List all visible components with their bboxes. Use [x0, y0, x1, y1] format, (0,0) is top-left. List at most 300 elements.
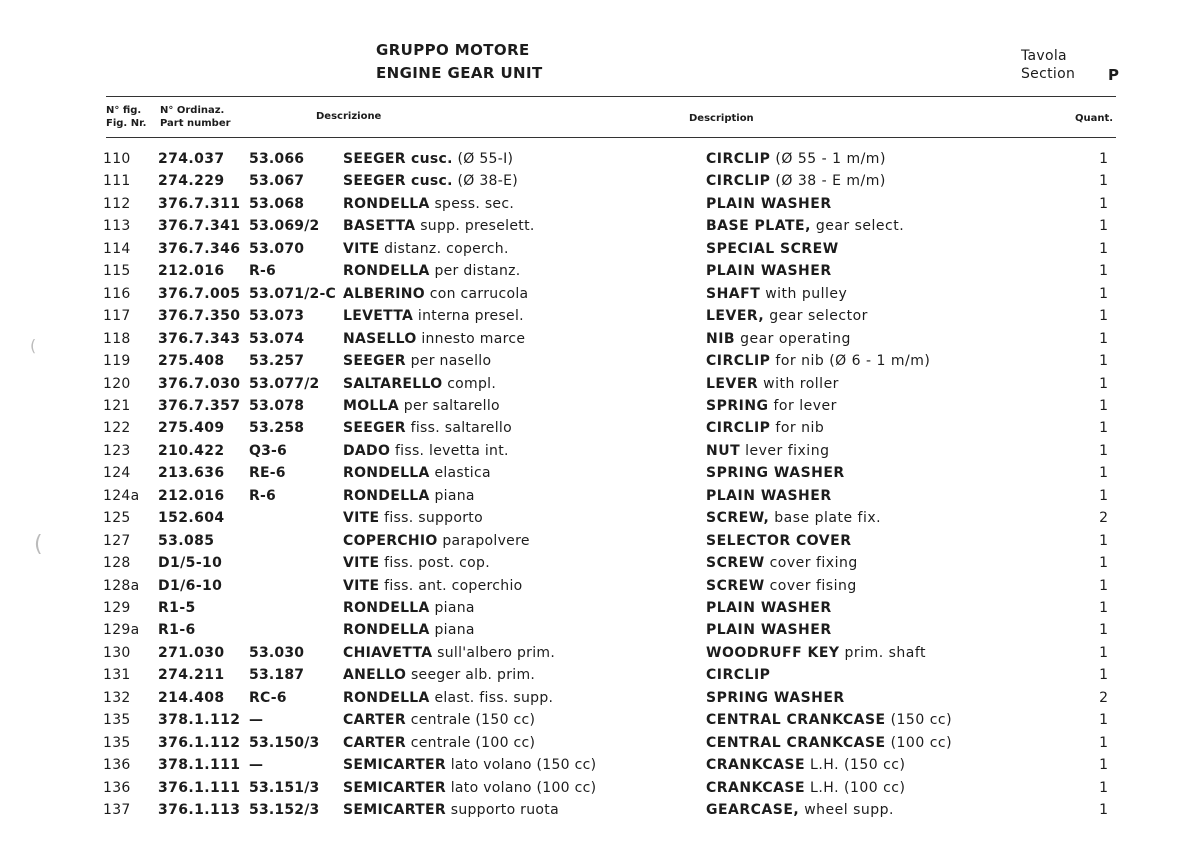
part-number: 376.7.005 — [158, 285, 241, 302]
description-it-bold: ANELLO — [343, 667, 407, 684]
column-header-fig-en: Fig. Nr. — [106, 118, 147, 129]
description-en — [706, 395, 837, 417]
order-number: — — [249, 757, 264, 774]
figure-number: 129a — [103, 622, 140, 639]
part-number: 376.7.343 — [158, 330, 241, 347]
description-it-bold: VITE — [343, 577, 380, 594]
column-header-desc-en: Description — [689, 113, 754, 124]
description-en — [706, 215, 904, 237]
table-row — [0, 732, 1200, 754]
description-it — [343, 687, 553, 709]
description-it-bold: MOLLA — [343, 397, 400, 414]
description-en-text: (100 cc) — [890, 734, 953, 751]
description-it-bold: BASETTA — [343, 218, 416, 235]
table-row — [0, 238, 1200, 260]
figure-number: 135 — [103, 734, 131, 751]
description-en — [706, 799, 894, 821]
figure-number: 136 — [103, 779, 131, 796]
description-it-text: supporto ruota — [450, 802, 559, 819]
description-en-text: gear selector — [769, 308, 868, 325]
figure-number: 131 — [103, 667, 131, 684]
table-row — [0, 485, 1200, 507]
order-number: Q3-6 — [249, 442, 287, 459]
description-it-text: lato volano (100 cc) — [450, 779, 597, 796]
description-en-text: cover fixing — [769, 555, 858, 572]
part-number: 152.604 — [158, 510, 225, 527]
figure-number: 124a — [103, 487, 140, 504]
header-rule-top — [106, 96, 1116, 97]
order-number: 53.073 — [249, 308, 305, 325]
description-it-bold: RONDELLA — [343, 465, 430, 482]
description-it — [343, 148, 513, 170]
figure-number: 110 — [103, 151, 131, 167]
description-en — [706, 283, 847, 305]
page-title-en: ENGINE GEAR UNIT — [376, 64, 543, 82]
part-number: 274.037 — [158, 151, 225, 167]
description-it-text: piana — [434, 622, 475, 639]
description-it-bold: SEMICARTER — [343, 802, 446, 819]
description-en-text: for lever — [773, 397, 837, 414]
quantity: 1 — [1099, 375, 1108, 392]
description-en-text: L.H. (150 cc) — [810, 757, 906, 774]
figure-number: 120 — [103, 375, 131, 392]
figure-number: 128a — [103, 577, 140, 594]
description-en-bold: CRANKCASE — [706, 757, 806, 774]
part-number: 213.636 — [158, 465, 225, 482]
description-it-text: fiss. saltarello — [410, 420, 512, 437]
description-it — [343, 238, 509, 260]
description-it — [343, 552, 490, 574]
part-number: 376.1.111 — [158, 779, 241, 796]
description-en — [706, 507, 881, 529]
figure-number: 121 — [103, 397, 131, 414]
description-en-bold: LEVER, — [706, 308, 765, 325]
figure-number: 118 — [103, 330, 131, 347]
figure-number: 132 — [103, 689, 131, 706]
table-row — [0, 215, 1200, 237]
order-number: R-6 — [249, 263, 276, 280]
description-en — [706, 462, 845, 484]
description-it-bold: LEVETTA — [343, 308, 414, 325]
description-en — [706, 552, 858, 574]
figure-number: 112 — [103, 195, 131, 212]
figure-number: 116 — [103, 285, 131, 302]
description-en-text: for nib — [775, 420, 825, 437]
column-header-ord-it: N° Ordinaz. — [160, 105, 225, 116]
description-it-text: per saltarello — [403, 397, 500, 414]
description-en — [706, 597, 832, 619]
description-it-text: seeger alb. prim. — [410, 667, 536, 684]
part-number: R1-5 — [158, 600, 196, 616]
description-en — [706, 732, 952, 754]
description-it-text: fiss. ant. coperchio — [384, 577, 523, 594]
table-row — [0, 170, 1200, 192]
quantity: 1 — [1099, 195, 1108, 212]
order-number: 53.068 — [249, 195, 305, 212]
part-number: 376.7.346 — [158, 240, 241, 257]
description-it — [343, 215, 535, 237]
description-it — [343, 283, 528, 305]
description-en-text: gear select. — [815, 218, 905, 235]
part-number: 376.1.113 — [158, 802, 241, 819]
description-it — [343, 619, 475, 641]
figure-number: 135 — [103, 712, 131, 729]
description-it-bold: SEMICARTER — [343, 779, 446, 796]
description-it-bold: SEEGER cusc. — [343, 173, 453, 190]
description-it-text: (Ø 38-E) — [457, 173, 519, 190]
column-header-fig — [106, 104, 146, 130]
description-en-bold: SHAFT — [706, 285, 761, 302]
description-it — [343, 642, 555, 664]
quantity: 1 — [1099, 218, 1108, 235]
order-number: 53.151/3 — [249, 779, 320, 796]
table-row — [0, 777, 1200, 799]
description-en-text: (Ø 55 - 1 m/m) — [775, 151, 886, 167]
quantity: 2 — [1099, 510, 1108, 527]
description-en-bold: SELECTOR COVER — [706, 532, 852, 549]
quantity: 1 — [1099, 734, 1108, 751]
description-it-bold: RONDELLA — [343, 195, 430, 212]
description-it-bold: CARTER — [343, 734, 406, 751]
description-it-text: (Ø 55-I) — [457, 151, 514, 167]
figure-number: 137 — [103, 802, 131, 819]
table-row — [0, 148, 1200, 170]
table-row — [0, 552, 1200, 574]
description-en — [706, 575, 857, 597]
quantity: 1 — [1099, 308, 1108, 325]
description-en-bold: PLAIN WASHER — [706, 195, 832, 212]
description-en-bold: CENTRAL CRANKCASE — [706, 712, 886, 729]
description-it-text: supp. preselett. — [420, 218, 535, 235]
table-row — [0, 305, 1200, 327]
description-it — [343, 507, 483, 529]
description-it-text: spess. sec. — [434, 195, 515, 212]
table-row — [0, 687, 1200, 709]
table-row — [0, 395, 1200, 417]
part-number: 53.085 — [158, 532, 215, 549]
description-en-bold: WOODRUFF KEY — [706, 644, 840, 661]
description-it-bold: CARTER — [343, 712, 406, 729]
figure-number: 117 — [103, 308, 131, 325]
page-title-it: GRUPPO MOTORE — [376, 41, 530, 59]
description-it-bold: SEEGER — [343, 420, 406, 437]
description-en-text: wheel supp. — [804, 802, 894, 819]
order-number: 53.030 — [249, 644, 305, 661]
description-it-text: distanz. coperch. — [384, 240, 509, 257]
quantity: 1 — [1099, 330, 1108, 347]
description-en-bold: CIRCLIP — [706, 667, 771, 684]
description-en-bold: PLAIN WASHER — [706, 600, 832, 616]
order-number: RE-6 — [249, 465, 286, 482]
description-en-bold: SPECIAL SCREW — [706, 240, 839, 257]
part-number: 274.229 — [158, 173, 225, 190]
section-value: P — [1108, 66, 1119, 84]
order-number: 53.070 — [249, 240, 305, 257]
figure-number: 113 — [103, 218, 131, 235]
description-it — [343, 373, 496, 395]
description-it-text: fiss. supporto — [384, 510, 483, 527]
description-it-bold: VITE — [343, 510, 380, 527]
part-number: 210.422 — [158, 442, 225, 459]
description-en — [706, 238, 839, 260]
part-number: 214.408 — [158, 689, 225, 706]
description-en — [706, 619, 832, 641]
description-en — [706, 485, 832, 507]
table-row — [0, 507, 1200, 529]
part-number: 376.7.030 — [158, 375, 241, 392]
description-it — [343, 732, 535, 754]
quantity: 2 — [1099, 689, 1108, 706]
description-en-bold: CENTRAL CRANKCASE — [706, 734, 886, 751]
part-number: 275.409 — [158, 420, 225, 437]
description-en — [706, 754, 905, 776]
part-number: 376.7.357 — [158, 397, 241, 414]
description-en — [706, 350, 930, 372]
figure-number: 130 — [103, 644, 131, 661]
quantity: 1 — [1099, 465, 1108, 482]
description-it-text: compl. — [447, 375, 497, 392]
table-row — [0, 260, 1200, 282]
part-number: 274.211 — [158, 667, 225, 684]
part-number: 376.7.341 — [158, 218, 241, 235]
description-it — [343, 395, 500, 417]
description-en-bold: CIRCLIP — [706, 151, 771, 167]
part-number: 376.7.311 — [158, 195, 241, 212]
description-it — [343, 597, 475, 619]
description-it-bold: VITE — [343, 240, 380, 257]
quantity: 1 — [1099, 353, 1108, 370]
description-it-bold: SEEGER cusc. — [343, 151, 453, 167]
description-it — [343, 485, 475, 507]
description-it-bold: ALBERINO — [343, 285, 425, 302]
order-number: 53.071/2-C — [249, 285, 336, 302]
description-en — [706, 148, 886, 170]
quantity: 1 — [1099, 263, 1108, 280]
column-header-ord — [160, 104, 231, 130]
table-row — [0, 193, 1200, 215]
description-en — [706, 530, 852, 552]
description-it-bold: RONDELLA — [343, 600, 430, 616]
description-en-bold: LEVER — [706, 375, 759, 392]
description-en-text: base plate fix. — [774, 510, 882, 527]
description-en — [706, 170, 886, 192]
description-it-bold: COPERCHIO — [343, 532, 438, 549]
figure-number: 123 — [103, 442, 131, 459]
description-en-bold: CIRCLIP — [706, 420, 771, 437]
figure-number: 129 — [103, 600, 131, 616]
description-en — [706, 777, 905, 799]
description-it — [343, 170, 518, 192]
order-number: 53.067 — [249, 173, 305, 190]
description-en-bold: SPRING WASHER — [706, 689, 845, 706]
description-en-bold: NIB — [706, 330, 736, 347]
table-row — [0, 283, 1200, 305]
part-number: 378.1.112 — [158, 712, 241, 729]
order-number: 53.074 — [249, 330, 305, 347]
quantity: 1 — [1099, 802, 1108, 819]
order-number: 53.258 — [249, 420, 305, 437]
description-it — [343, 260, 521, 282]
description-en-bold: PLAIN WASHER — [706, 622, 832, 639]
table-row — [0, 664, 1200, 686]
description-en — [706, 328, 851, 350]
table-row — [0, 754, 1200, 776]
table-row — [0, 619, 1200, 641]
description-en — [706, 193, 832, 215]
description-en-bold: GEARCASE, — [706, 802, 800, 819]
quantity: 1 — [1099, 577, 1108, 594]
description-it-bold: RONDELLA — [343, 622, 430, 639]
description-en — [706, 260, 832, 282]
part-number: 376.7.350 — [158, 308, 241, 325]
description-it — [343, 777, 596, 799]
description-it-text: per distanz. — [434, 263, 521, 280]
description-en-text: lever fixing — [745, 442, 830, 459]
description-en — [706, 417, 824, 439]
description-it-bold: SEEGER — [343, 353, 406, 370]
part-number: 212.016 — [158, 487, 225, 504]
order-number: — — [249, 712, 264, 729]
header-rule-bottom — [106, 137, 1116, 138]
quantity: 1 — [1099, 712, 1108, 729]
figure-number: 127 — [103, 532, 131, 549]
quantity: 1 — [1099, 397, 1108, 414]
quantity: 1 — [1099, 420, 1108, 437]
description-it — [343, 575, 523, 597]
description-it — [343, 417, 512, 439]
quantity: 1 — [1099, 555, 1108, 572]
description-en — [706, 687, 845, 709]
column-header-ord-en: Part number — [160, 118, 231, 129]
description-en — [706, 373, 839, 395]
description-it — [343, 754, 596, 776]
table-row — [0, 328, 1200, 350]
description-it — [343, 193, 514, 215]
figure-number: 122 — [103, 420, 131, 437]
description-it-bold: RONDELLA — [343, 263, 430, 280]
description-en — [706, 440, 829, 462]
description-it-bold: DADO — [343, 442, 391, 459]
tavola-label: Tavola — [1021, 48, 1067, 64]
description-it-text: piana — [434, 487, 475, 504]
description-it-text: elast. fiss. supp. — [434, 689, 554, 706]
description-it-bold: VITE — [343, 555, 380, 572]
description-en-bold: NUT — [706, 442, 741, 459]
order-number: 53.077/2 — [249, 375, 320, 392]
figure-number: 125 — [103, 510, 131, 527]
description-en-text: prim. shaft — [844, 644, 927, 661]
description-en-bold: SPRING — [706, 397, 769, 414]
table-row — [0, 350, 1200, 372]
description-en-text: (Ø 38 - E m/m) — [775, 173, 886, 190]
description-en-bold: SCREW — [706, 555, 765, 572]
description-it-text: sull'albero prim. — [437, 644, 556, 661]
description-en — [706, 709, 952, 731]
part-number: 271.030 — [158, 644, 225, 661]
description-en-bold: CRANKCASE — [706, 779, 806, 796]
description-en — [706, 642, 926, 664]
description-en-bold: CIRCLIP — [706, 173, 771, 190]
order-number: 53.257 — [249, 353, 305, 370]
description-en-bold: SCREW, — [706, 510, 770, 527]
description-it-text: con carrucola — [429, 285, 529, 302]
description-en-text: with roller — [763, 375, 839, 392]
description-en-text: cover fising — [769, 577, 857, 594]
part-number: D1/5-10 — [158, 555, 223, 572]
description-it-bold: RONDELLA — [343, 487, 430, 504]
description-it — [343, 664, 535, 686]
order-number: 53.069/2 — [249, 218, 320, 235]
figure-number: 111 — [103, 173, 131, 190]
description-it — [343, 440, 509, 462]
column-header-fig-it: N° fig. — [106, 105, 142, 116]
description-en-text: L.H. (100 cc) — [810, 779, 906, 796]
description-en — [706, 305, 868, 327]
scan-mark: ( — [34, 532, 43, 557]
description-en-text: gear operating — [740, 330, 851, 347]
table-row — [0, 373, 1200, 395]
column-header-desc-it: Descrizione — [316, 111, 382, 122]
table-row — [0, 440, 1200, 462]
quantity: 1 — [1099, 757, 1108, 774]
order-number: 53.078 — [249, 397, 305, 414]
table-row — [0, 575, 1200, 597]
quantity: 1 — [1099, 622, 1108, 639]
description-it — [343, 350, 491, 372]
description-it-text: elastica — [434, 465, 491, 482]
description-en-text: for nib (Ø 6 - 1 m/m) — [775, 353, 931, 370]
quantity: 1 — [1099, 442, 1108, 459]
order-number: 53.152/3 — [249, 802, 320, 819]
table-row — [0, 642, 1200, 664]
description-it-text: per nasello — [410, 353, 492, 370]
order-number: RC-6 — [249, 689, 287, 706]
description-it — [343, 530, 530, 552]
description-it-bold: SEMICARTER — [343, 757, 446, 774]
description-it-text: lato volano (150 cc) — [450, 757, 597, 774]
description-it — [343, 305, 524, 327]
description-it-bold: CHIAVETTA — [343, 644, 433, 661]
quantity: 1 — [1099, 667, 1108, 684]
part-number: 378.1.111 — [158, 757, 241, 774]
quantity: 1 — [1099, 285, 1108, 302]
description-it — [343, 799, 559, 821]
figure-number: 128 — [103, 555, 131, 572]
quantity: 1 — [1099, 644, 1108, 661]
part-number: R1-6 — [158, 622, 196, 639]
description-it-text: centrale (100 cc) — [410, 734, 536, 751]
order-number: 53.150/3 — [249, 734, 320, 751]
table-row — [0, 709, 1200, 731]
description-it-bold: NASELLO — [343, 330, 417, 347]
table-row — [0, 417, 1200, 439]
description-it — [343, 709, 535, 731]
description-en-bold: SPRING WASHER — [706, 465, 845, 482]
description-it-bold: RONDELLA — [343, 689, 430, 706]
quantity: 1 — [1099, 240, 1108, 257]
description-it — [343, 462, 491, 484]
section-label: Section — [1021, 66, 1076, 82]
description-it-text: fiss. post. cop. — [384, 555, 490, 572]
description-it-text: piana — [434, 600, 475, 616]
figure-number: 114 — [103, 240, 131, 257]
description-en-bold: CIRCLIP — [706, 353, 771, 370]
table-row — [0, 799, 1200, 821]
description-it-text: parapolvere — [442, 532, 530, 549]
description-it-text: centrale (150 cc) — [410, 712, 536, 729]
figure-number: 115 — [103, 263, 131, 280]
figure-number: 136 — [103, 757, 131, 774]
